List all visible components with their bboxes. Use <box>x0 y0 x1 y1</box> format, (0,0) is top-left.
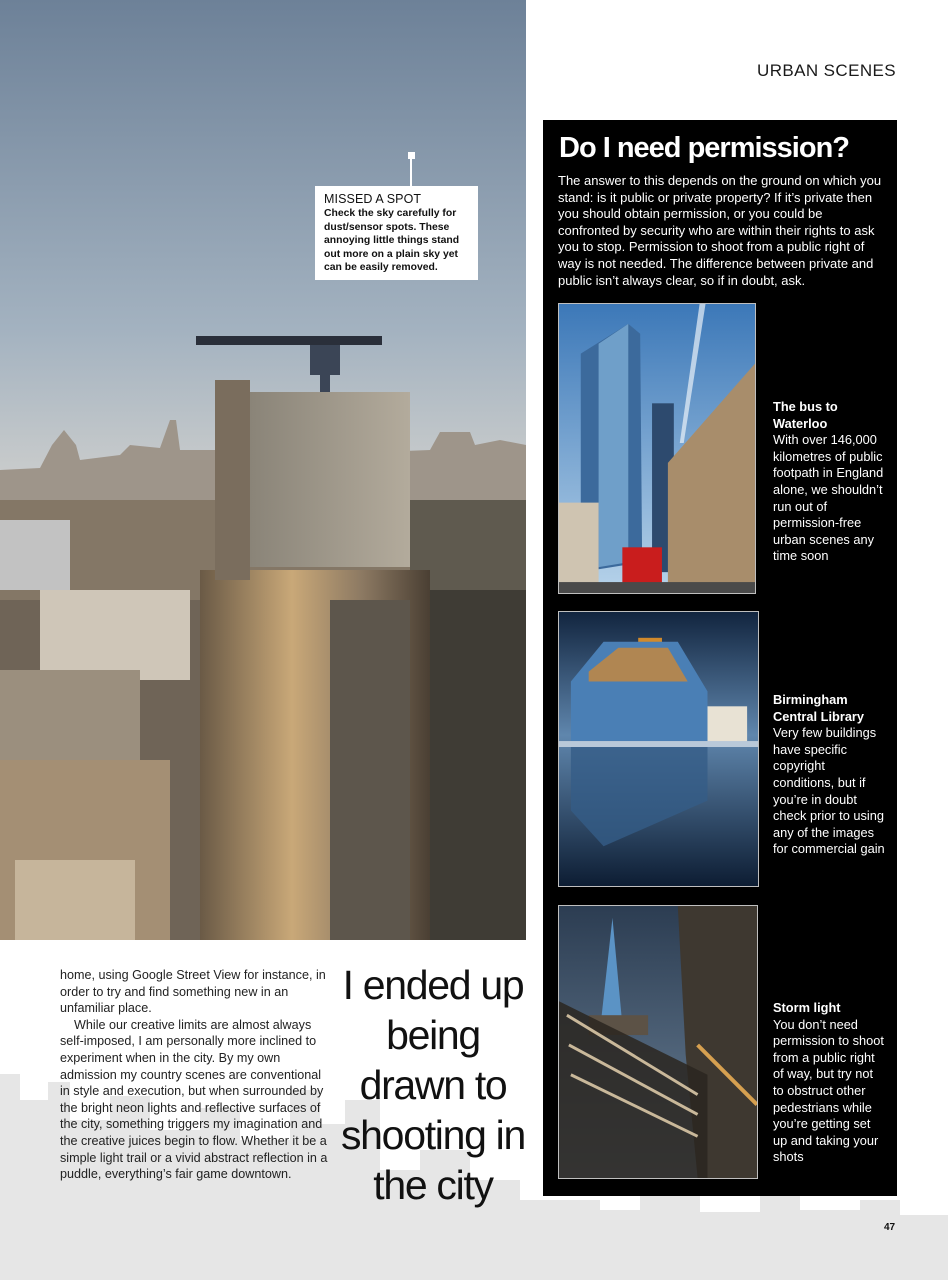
caption-bus-to-waterloo <box>773 399 887 565</box>
page-number: 47 <box>884 1222 896 1233</box>
caption-text: You don’t need permission to shoot from a public right of way, but try not to obstruct other pedestrians while you’re getting set up and taking your shots <box>773 1016 884 1165</box>
photo-birmingham-library <box>558 611 759 887</box>
caption-title: The bus to Waterloo <box>773 399 838 431</box>
permission-sidebar <box>543 120 897 1196</box>
body-paragraph: home, using Google Street View for instance, in order to try and find something new in an unfamiliar place. <box>60 968 326 1016</box>
sidebar-title: Do I need permission? <box>559 132 849 164</box>
callout-pointer <box>410 158 412 186</box>
caption-title: Birmingham Central Library <box>773 692 865 724</box>
section-header: URBAN SCENES <box>757 61 896 80</box>
body-paragraph: While our creative limits are almost always self-imposed, I am personally more inclined to experiment when in the city. By my own admission my country scenes are conventional in style and execution, but when surrounded by the bright neon lights and reflective surfaces of the city, something triggers my imagination and the creative juices begin to flow. Whether it be a simple light trail or a vivid abstract reflection in a puddle, everything’s fair game downtown. <box>60 1017 328 1182</box>
caption-text: Very few buildings have specific copyright conditions, but if you’re in doubt check prior to using any of the images for commercial gain <box>773 725 885 857</box>
body-text <box>60 967 332 1183</box>
sidebar-intro: The answer to this depends on the ground on which you stand: is it public or private property? If it’s private then you should obtain permission, or you could be confronted by security who are within their rights to ask you to stop. Permission to shoot from a public right of way is not needed. The difference between private and public isn’t always clear, so if in doubt, ask. <box>558 173 882 288</box>
photo-bus-to-waterloo <box>558 303 756 594</box>
callout-title: MISSED A SPOT <box>324 192 422 206</box>
caption-text: With over 146,000 kilometres of public footpath in England alone, we shouldn’t run out of permission-free urban scenes any time soon <box>773 432 884 564</box>
callout-body: Check the sky carefully for dust/sensor spots. These annoying little things stand out more on a plain sky yet can be easily removed. <box>324 208 460 273</box>
hero-photo <box>0 0 526 940</box>
photo-storm-light <box>558 905 758 1179</box>
caption-birmingham-library <box>773 692 887 858</box>
tip-callout <box>315 186 478 280</box>
caption-storm-light <box>773 1000 887 1166</box>
caption-title: Storm light <box>773 1000 841 1015</box>
pull-quote: I ended up being drawn to shooting in the city <box>340 962 525 1208</box>
